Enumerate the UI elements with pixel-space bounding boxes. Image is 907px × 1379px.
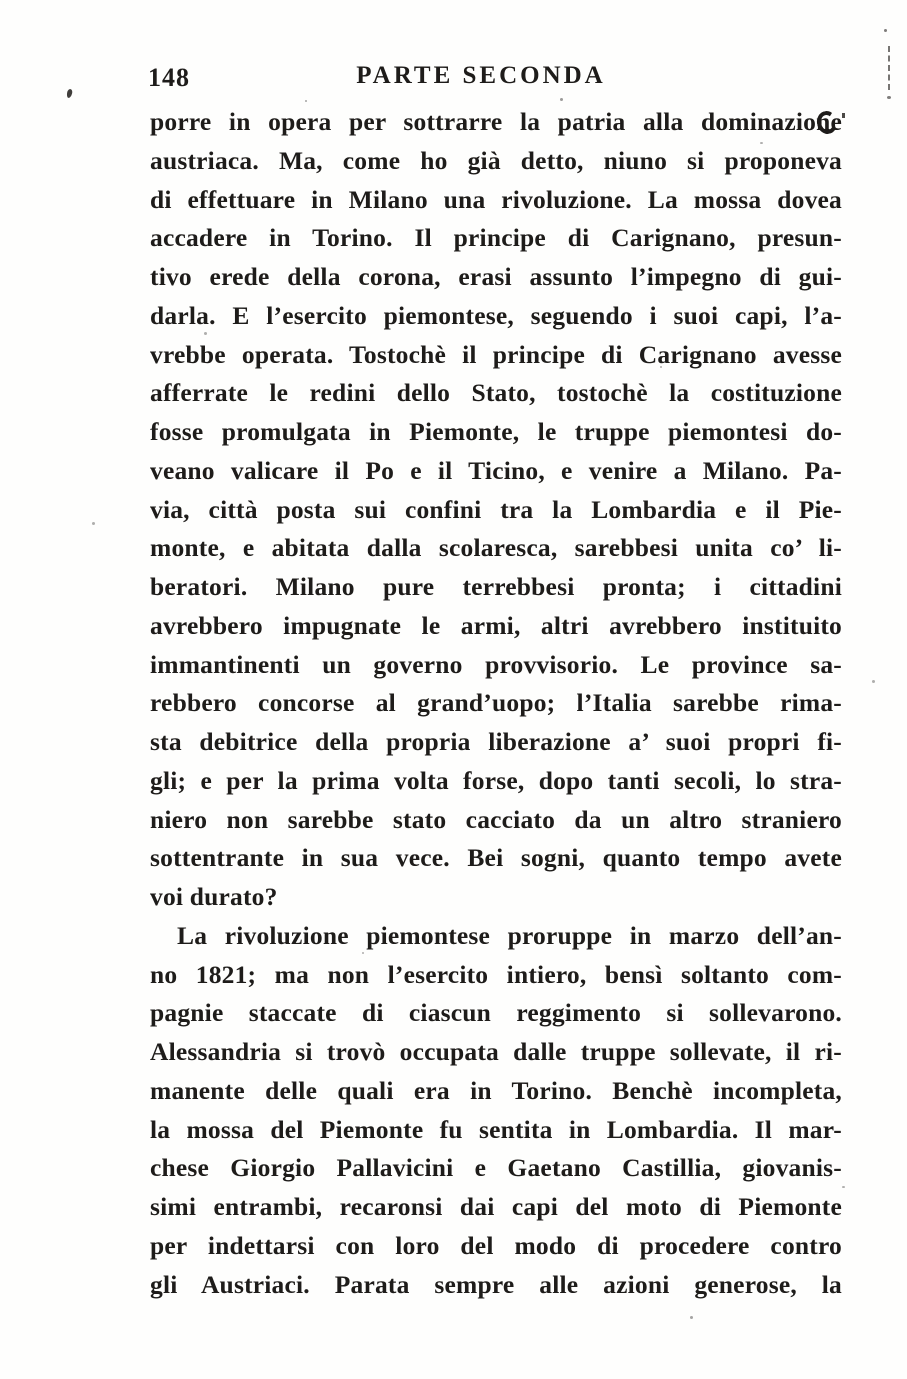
scan-speck-artifact [92, 522, 95, 525]
text-line: afferrate le redini dello Stato, tostochè la costituzione [150, 378, 842, 408]
scan-speck-artifact [305, 100, 307, 102]
scan-speck-artifact [204, 332, 207, 335]
scan-line-artifact [888, 46, 890, 90]
text-line: gli Austriaci. Parata sempre alle azioni generose, la [150, 1269, 842, 1299]
scan-speck-artifact [887, 96, 891, 99]
page-number: 148 [148, 63, 190, 92]
text-line: accadere in Torino. Il principe di Carignano, presun- [150, 223, 842, 253]
text-line: sta debitrice della propria liberazione a’ suoi propri fi- [150, 727, 842, 756]
text-line: fosse promulgata in Piemonte, le truppe piemontesi do- [150, 417, 842, 446]
text-line: austriaca. Ma, come ho già detto, niuno si proponeva [150, 145, 842, 175]
text-line: immantinenti un governo provvisorio. Le province sa- [150, 649, 842, 679]
text-line: avrebbero impugnate le armi, altri avrebbero instituito [150, 610, 842, 640]
scan-speck-artifact [690, 1316, 693, 1319]
text-line: simi entrambi, recaronsi dai capi del moto di Piemonte [150, 1192, 842, 1221]
text-line: sottentrante in sua vece. Bei sogni, quanto tempo avete [150, 843, 842, 873]
scan-speck-artifact [66, 89, 73, 99]
scan-speck-artifact [872, 680, 875, 683]
scan-speck-artifact [842, 1186, 845, 1188]
text-line: pagnie staccate di ciascun reggimento si sollevarono. [150, 998, 842, 1028]
text-line: via, città posta sui confini tra la Lombardia e il Pie- [150, 494, 842, 524]
scan-speck-artifact [362, 952, 364, 954]
text-line: porre in opera per sottrarre la patria alla dominazione [150, 107, 842, 136]
text-line: La rivoluzione piemontese proruppe in marzo dell’an- [177, 920, 842, 950]
text-line: voi durato? [150, 882, 278, 911]
text-line: la mossa del Piemonte fu sentita in Lombardia. Il mar- [150, 1114, 842, 1144]
text-line: beratori. Milano pure terrebbesi pronta; i cittadini [150, 572, 842, 601]
text-line: niero non sarebbe stato cacciato da un altro straniero [150, 804, 842, 834]
text-line: tivo erede della corona, erasi assunto l’impegno di gui- [150, 262, 842, 291]
text-line: chese Giorgio Pallavicini e Gaetano Castillia, giovanis- [150, 1153, 842, 1183]
scan-speck-artifact [884, 29, 887, 32]
text-line: darla. E l’esercito piemontese, seguendo i suoi capi, l’a- [150, 300, 842, 330]
running-header [150, 62, 842, 92]
text-line: per indettarsi con loro del modo di procedere contro [150, 1230, 842, 1260]
running-header-title: PARTE SECONDA [356, 62, 606, 89]
text-line: gli; e per la prima volta forse, dopo tanti secoli, lo stra- [150, 765, 842, 795]
text-line: di effettuare in Milano una rivoluzione. La mossa dovea [150, 184, 842, 214]
page-body [150, 103, 842, 1304]
scan-speck-artifact [560, 98, 563, 101]
text-line: veano valicare il Po e il Ticino, e venire a Milano. Pa- [150, 455, 842, 485]
text-line: vrebbe operata. Tostochè il principe di Carignano avesse [150, 339, 842, 369]
text-line: monte, e abitata dalla scolaresca, sarebbesi unita co’ li- [150, 533, 842, 563]
text-line: no 1821; ma non l’esercito intiero, bensì soltanto com- [150, 959, 842, 989]
text-line: rebbero concorse al grand’uopo; l’Italia sarebbe rima- [150, 688, 842, 718]
text-line: Alessandria si trovò occupata dalle truppe sollevate, il ri- [150, 1037, 842, 1066]
scan-speck-artifact [842, 113, 845, 118]
scan-speck-artifact [660, 366, 662, 368]
scan-speck-artifact [760, 142, 763, 144]
text-line: manente delle quali era in Torino. Benchè incompleta, [150, 1075, 842, 1105]
